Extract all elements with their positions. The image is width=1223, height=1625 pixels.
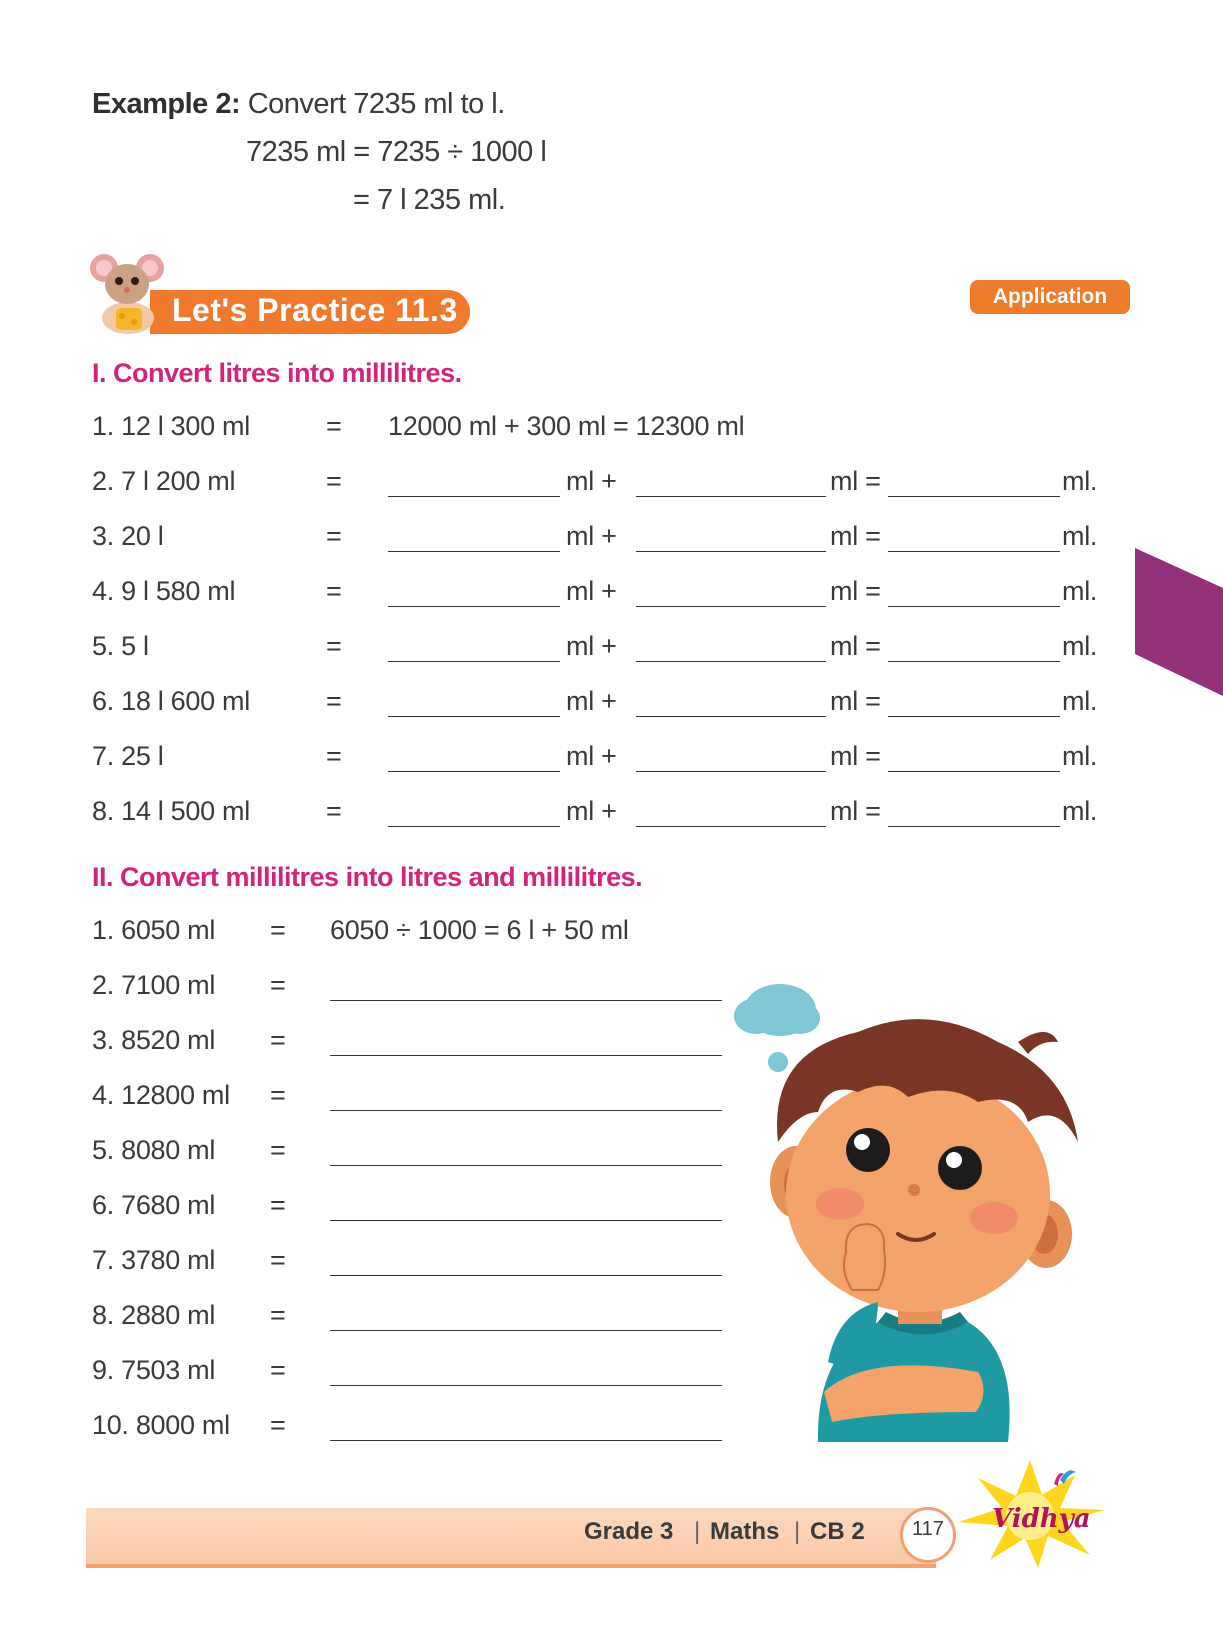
s2-question: 9. 7503 ml (92, 1355, 216, 1385)
unit-label: ml + (566, 631, 617, 661)
s2-question: 7. 3780 ml (92, 1245, 216, 1275)
unit-label: ml + (566, 741, 617, 771)
answer-blank-total[interactable] (888, 771, 1060, 772)
section-2-heading: II. Convert millilitres into litres and millilitres. (92, 862, 643, 892)
unit-label: ml. (1062, 576, 1098, 606)
s2-equals: = (270, 970, 286, 1000)
example-step-1: 7235 ml = 7235 ÷ 1000 l (246, 136, 547, 168)
s2-equals: = (270, 1355, 286, 1385)
answer-blank-litres[interactable] (388, 661, 560, 662)
answer-blank-litres[interactable] (388, 551, 560, 552)
s1-equals: = (326, 466, 342, 496)
footer-bar (86, 1508, 936, 1564)
s2-worked-answer: 6050 ÷ 1000 = 6 l + 50 ml (330, 915, 629, 945)
unit-label: ml. (1062, 631, 1098, 661)
answer-blank-millilitres[interactable] (636, 606, 826, 607)
answer-blank[interactable] (330, 1330, 722, 1331)
unit-label: ml + (566, 686, 617, 716)
practice-title: Let's Practice 11.3 (172, 292, 458, 328)
s1-question: 3. 20 l (92, 521, 164, 551)
answer-blank-millilitres[interactable] (636, 496, 826, 497)
answer-blank[interactable] (330, 1220, 722, 1221)
unit-label: ml = (830, 796, 881, 826)
footer-subject: Maths (710, 1518, 780, 1545)
s1-equals: = (326, 521, 342, 551)
thinking-boy-illustration (728, 972, 1138, 1442)
answer-blank-litres[interactable] (388, 826, 560, 827)
answer-blank-total[interactable] (888, 551, 1060, 552)
s2-equals: = (270, 1300, 286, 1330)
answer-blank-millilitres[interactable] (636, 826, 826, 827)
answer-blank[interactable] (330, 1385, 722, 1386)
unit-label: ml. (1062, 686, 1098, 716)
s2-question: 4. 12800 ml (92, 1080, 230, 1110)
unit-label: ml. (1062, 741, 1098, 771)
answer-blank[interactable] (330, 1165, 722, 1166)
footer-grade: Grade 3 (584, 1518, 674, 1545)
answer-blank-total[interactable] (888, 496, 1060, 497)
unit-label: ml = (830, 631, 881, 661)
answer-blank-litres[interactable] (388, 771, 560, 772)
answer-blank-litres[interactable] (388, 496, 560, 497)
example-question-line (92, 88, 505, 121)
s1-question: 4. 9 l 580 ml (92, 576, 236, 606)
application-badge: Application (970, 280, 1130, 314)
s1-equals: = (326, 411, 342, 441)
unit-label: ml = (830, 686, 881, 716)
s2-equals: = (270, 1080, 286, 1110)
answer-blank-millilitres[interactable] (636, 661, 826, 662)
example-label: Example 2: (92, 88, 241, 120)
s1-question: 7. 25 l (92, 741, 164, 771)
answer-blank[interactable] (330, 1000, 722, 1001)
s2-question: 1. 6050 ml (92, 915, 216, 945)
example-step-2: = 7 l 235 ml. (353, 184, 506, 216)
s1-equals: = (326, 741, 342, 771)
s2-equals: = (270, 1245, 286, 1275)
answer-blank-millilitres[interactable] (636, 551, 826, 552)
s2-equals: = (270, 1410, 286, 1440)
unit-label: ml. (1062, 521, 1098, 551)
answer-blank[interactable] (330, 1110, 722, 1111)
s2-equals: = (270, 915, 286, 945)
footer-separator: | (794, 1518, 801, 1545)
s2-equals: = (270, 1135, 286, 1165)
unit-label: ml = (830, 741, 881, 771)
answer-blank[interactable] (330, 1055, 722, 1056)
unit-label: ml + (566, 466, 617, 496)
unit-label: ml. (1062, 796, 1098, 826)
s2-question: 6. 7680 ml (92, 1190, 216, 1220)
answer-blank-litres[interactable] (388, 716, 560, 717)
footer-underline (86, 1564, 936, 1568)
answer-blank-litres[interactable] (388, 606, 560, 607)
s2-question: 2. 7100 ml (92, 970, 216, 1000)
section-1-heading: I. Convert litres into millilitres. (92, 358, 462, 388)
s2-question: 10. 8000 ml (92, 1410, 230, 1440)
s1-question: 6. 18 l 600 ml (92, 686, 250, 716)
answer-blank-millilitres[interactable] (636, 716, 826, 717)
footer-separator: | (694, 1518, 701, 1545)
page-number: 117 (912, 1518, 944, 1540)
s1-question: 1. 12 l 300 ml (92, 411, 250, 441)
s2-question: 5. 8080 ml (92, 1135, 216, 1165)
answer-blank-total[interactable] (888, 661, 1060, 662)
footer-book: CB 2 (810, 1518, 865, 1545)
unit-label: ml. (1062, 466, 1098, 496)
s1-worked-answer: 12000 ml + 300 ml = 12300 ml (388, 411, 745, 441)
answer-blank[interactable] (330, 1440, 722, 1441)
s2-equals: = (270, 1025, 286, 1055)
answer-blank[interactable] (330, 1275, 722, 1276)
chapter-side-tab (1135, 548, 1223, 696)
unit-label: ml + (566, 576, 617, 606)
s2-question: 8. 2880 ml (92, 1300, 216, 1330)
s1-equals: = (326, 686, 342, 716)
example-question: Convert 7235 ml to l. (247, 88, 505, 120)
unit-label: ml = (830, 466, 881, 496)
brand-name: Vidhya (992, 1504, 1091, 1534)
answer-blank-total[interactable] (888, 716, 1060, 717)
answer-blank-millilitres[interactable] (636, 771, 826, 772)
answer-blank-total[interactable] (888, 826, 1060, 827)
s1-equals: = (326, 576, 342, 606)
s1-question: 5. 5 l (92, 631, 149, 661)
unit-label: ml + (566, 521, 617, 551)
s1-equals: = (326, 796, 342, 826)
s2-equals: = (270, 1190, 286, 1220)
s1-question: 8. 14 l 500 ml (92, 796, 250, 826)
unit-label: ml + (566, 796, 617, 826)
s1-equals: = (326, 631, 342, 661)
unit-label: ml = (830, 521, 881, 551)
mouse-mascot-icon (88, 248, 168, 336)
s1-question: 2. 7 l 200 ml (92, 466, 236, 496)
answer-blank-total[interactable] (888, 606, 1060, 607)
unit-label: ml = (830, 576, 881, 606)
s2-question: 3. 8520 ml (92, 1025, 216, 1055)
vidhya-sun-logo-icon (950, 1460, 1110, 1570)
